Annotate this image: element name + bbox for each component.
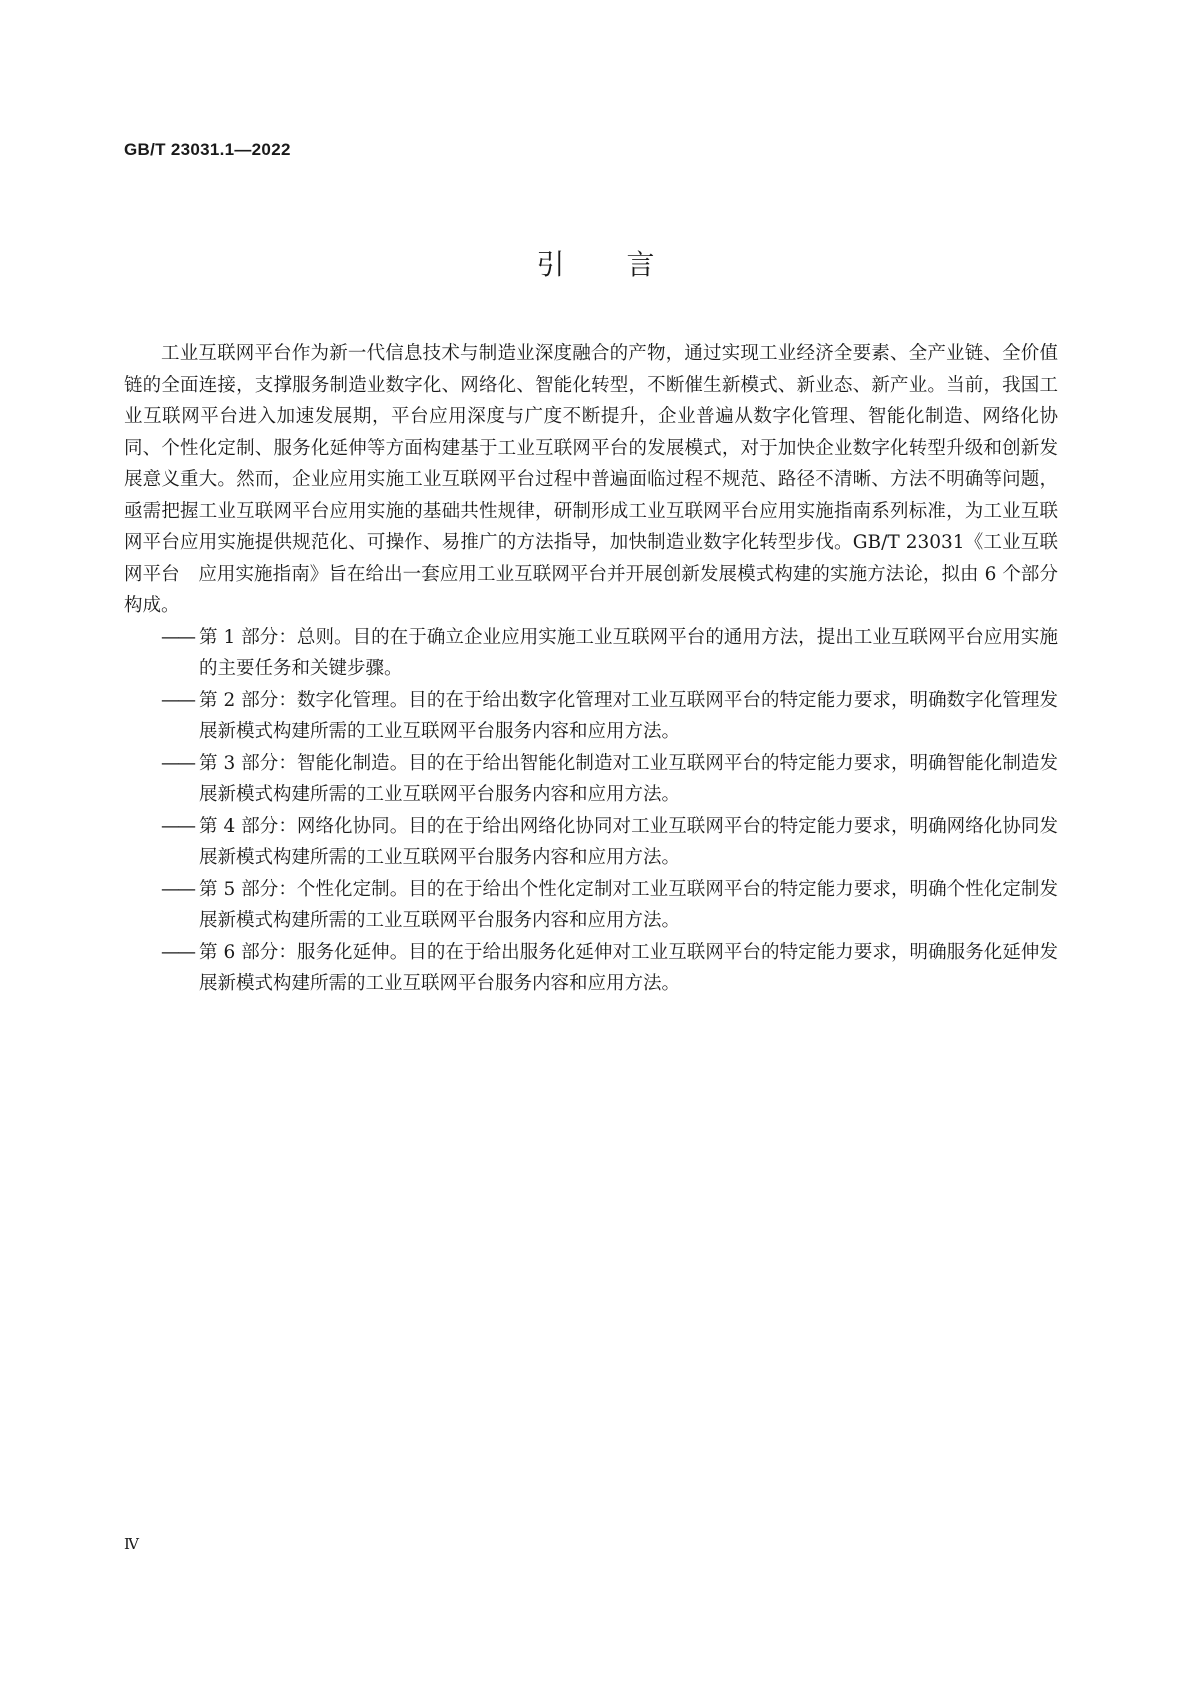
list-item-text: 第 2 部分：数字化管理。目的在于给出数字化管理对工业互联网平台的特定能力要求，明确数字化管理发展新模式构建所需的工业互联网平台服务内容和应用方法。 xyxy=(199,689,1058,742)
list-item-text: 第 6 部分：服务化延伸。目的在于给出服务化延伸对工业互联网平台的特定能力要求，明确服务化延伸发展新模式构建所需的工业互联网平台服务内容和应用方法。 xyxy=(199,941,1058,994)
list-dash: —— xyxy=(161,626,194,648)
list-item-text: 第 4 部分：网络化协同。目的在于给出网络化协同对工业互联网平台的特定能力要求，明确网络化协同发展新模式构建所需的工业互联网平台服务内容和应用方法。 xyxy=(199,815,1058,868)
list-item-part-3 xyxy=(124,748,1058,811)
list-item-text: 第 1 部分：总则。目的在于确立企业应用实施工业互联网平台的通用方法，提出工业互联网平台应用实施的主要任务和关键步骤。 xyxy=(199,626,1058,679)
list-item-part-5 xyxy=(124,874,1058,937)
list-dash: —— xyxy=(161,815,194,837)
page-number: Ⅳ xyxy=(124,1535,139,1553)
list-dash: —— xyxy=(161,689,194,711)
list-item-text: 第 3 部分：智能化制造。目的在于给出智能化制造对工业互联网平台的特定能力要求，明确智能化制造发展新模式构建所需的工业互联网平台服务内容和应用方法。 xyxy=(199,752,1058,805)
list-item-text: 第 5 部分：个性化定制。目的在于给出个性化定制对工业互联网平台的特定能力要求，明确个性化定制发展新模式构建所需的工业互联网平台服务内容和应用方法。 xyxy=(199,878,1058,931)
parts-list xyxy=(124,622,1058,1000)
standard-code: GB/T 23031.1—2022 xyxy=(124,140,291,159)
list-item-part-4 xyxy=(124,811,1058,874)
list-item-part-2 xyxy=(124,685,1058,748)
intro-paragraph: 工业互联网平台作为新一代信息技术与制造业深度融合的产物，通过实现工业经济全要素、全产业链、全价值链的全面连接，支撑服务制造业数字化、网络化、智能化转型，不断催生新模式、新业态、新产业。当前，我国工业互联网平台进入加速发展期，平台应用深度与广度不断提升，企业普遍从数字化管理、智能化制造、网络化协同、个性化定制、服务化延伸等方面构建基于工业互联网平台的发展模式，对于加快企业数字化转型升级和创新发展意义重大。然而，企业应用实施工业互联网平台过程中普遍面临过程不规范、路径不清晰、方法不明确等问题，亟需把握工业互联网平台应用实施的基础共性规律，研制形成工业互联网平台应用实施指南系列标准，为工业互联网平台应用实施提供规范化、可操作、易推广的方法指导，加快制造业数字化转型步伐。GB/T 23031《工业互联网平台 应用实施指南》旨在给出一套应用工业互联网平台并开展创新发展模式构建的实施方法论，拟由 6 个部分构成。 xyxy=(124,343,1058,616)
list-item-part-6 xyxy=(124,937,1058,1000)
list-dash: —— xyxy=(161,878,194,900)
list-dash: —— xyxy=(161,752,194,774)
document-body xyxy=(124,338,1058,1000)
page-title: 引言 xyxy=(536,248,717,281)
list-dash: —— xyxy=(161,941,194,963)
list-item-part-1 xyxy=(124,622,1058,685)
